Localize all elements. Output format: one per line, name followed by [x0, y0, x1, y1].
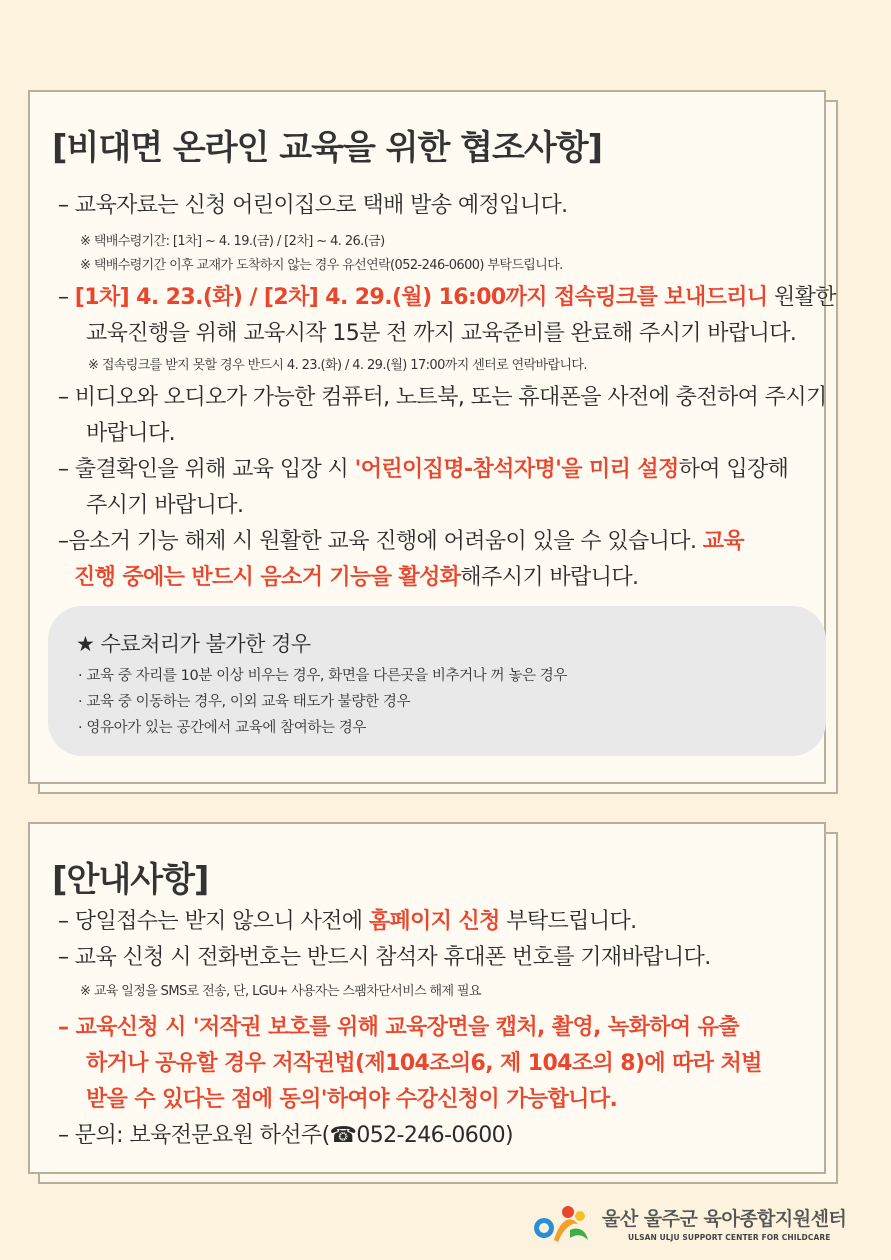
item-attendance: [58, 452, 788, 483]
note-sms: ※ 교육 일정을 SMS로 전송, 단, LGU+ 사용자는 스팸차단서비스 해제 필요: [80, 984, 481, 999]
notice-item: · 교육 중 이동하는 경우, 이외 교육 태도가 불량한 경우: [78, 694, 411, 710]
guide-item-copyright-2: 하거나 공유할 경우 저작권법(제104조의6, 제 104조의 8)에 따라 처벌: [86, 1051, 762, 1076]
guide-item-registration: [58, 904, 637, 935]
attendance-highlight: '어린이집명-참석자명'을 미리 설정: [354, 457, 679, 482]
mute-a: –음소거 기능 해제 시 원활한 교육 진행에 어려움이 있을 수 있습니다.: [58, 529, 703, 554]
note-delivery-period: ※ 택배수령기간: [1차] ~ 4. 19.(금) / [2차] ~ 4. 26.(금): [80, 234, 385, 249]
link-rest: 원활한: [767, 285, 836, 310]
notice-title: ★ 수료처리가 불가한 경우: [76, 632, 311, 656]
guide-title: [안내사항]: [52, 860, 209, 900]
guide-card: [28, 822, 826, 1174]
registration-a: – 당일접수는 받지 않으니 사전에: [58, 909, 369, 934]
guide-item-copyright-3: 받을 수 있다는 점에 동의'하여야 수강신청이 가능합니다.: [86, 1087, 618, 1112]
item-device: – 비디오와 오디오가 가능한 컴퓨터, 노트북, 또는 휴대폰을 사전에 충전하여 주시기: [58, 385, 827, 410]
guide-item-copyright: – 교육신청 시 '저작권 보호를 위해 교육장면을 캡처, 촬영, 녹화하여 유출: [58, 1015, 739, 1040]
mute-rest: 해주시기 바랍니다.: [460, 565, 639, 590]
cooperation-card: [28, 90, 836, 784]
guide-item-phone: – 교육 신청 시 전화번호는 반드시 참석자 휴대폰 번호를 기재바랍니다.: [58, 945, 711, 970]
dash: –: [58, 285, 75, 310]
attendance-b: 하여 입장해: [678, 457, 789, 482]
guide-item-contact: – 문의: 보육전문요원 하선주(☎052-246-0600): [58, 1123, 513, 1148]
item-link: [58, 280, 836, 311]
item-mute-cont: [74, 560, 638, 591]
registration-b: 부탁드립니다.: [499, 909, 637, 934]
item-attendance-cont: 주시기 바랍니다.: [86, 493, 244, 518]
center-name: 울산 울주군 육아종합지원센터: [602, 1208, 847, 1230]
mute-highlight-2: 진행 중에는 반드시 음소거 기능을 활성화: [74, 565, 461, 590]
homepage-highlight: 홈페이지 신청: [368, 909, 500, 934]
notice-item: · 교육 중 자리를 10분 이상 비우는 경우, 화면을 다른곳을 비추거나 꺼 놓은 경우: [78, 668, 567, 684]
cooperation-title: [비대면 온라인 교육을 위한 협조사항]: [52, 128, 603, 168]
center-logo-icon: [530, 1200, 592, 1246]
note-delivery-contact: ※ 택배수령기간 이후 교재가 도착하지 않는 경우 유선연락(052-246-0600) 부탁드립니다.: [80, 258, 563, 273]
mute-highlight: 교육: [702, 529, 745, 554]
item-delivery: – 교육자료는 신청 어린이집으로 택배 발송 예정입니다.: [58, 193, 568, 218]
item-device-cont: 바랍니다.: [86, 421, 176, 446]
notice-item: · 영유아가 있는 공간에서 교육에 참여하는 경우: [78, 720, 366, 736]
item-mute: [58, 524, 744, 555]
item-link-cont: 교육진행을 위해 교육시작 15분 전 까지 교육준비를 완료해 주시기 바랍니다.: [86, 321, 797, 346]
center-name-en: ULSAN ULJU SUPPORT CENTER FOR CHILDCARE: [628, 1233, 831, 1242]
link-date-highlight: [1차] 4. 23.(화) / [2차] 4. 29.(월) 16:00까지 접속링크를 보내드리니: [74, 285, 768, 310]
attendance-a: – 출결확인을 위해 교육 입장 시: [58, 457, 355, 482]
completion-notice-box: [48, 606, 826, 756]
note-link-missing: ※ 접속링크를 받지 못할 경우 반드시 4. 23.(화) / 4. 29.(월) 17:00까지 센터로 연락바랍니다.: [88, 358, 587, 373]
